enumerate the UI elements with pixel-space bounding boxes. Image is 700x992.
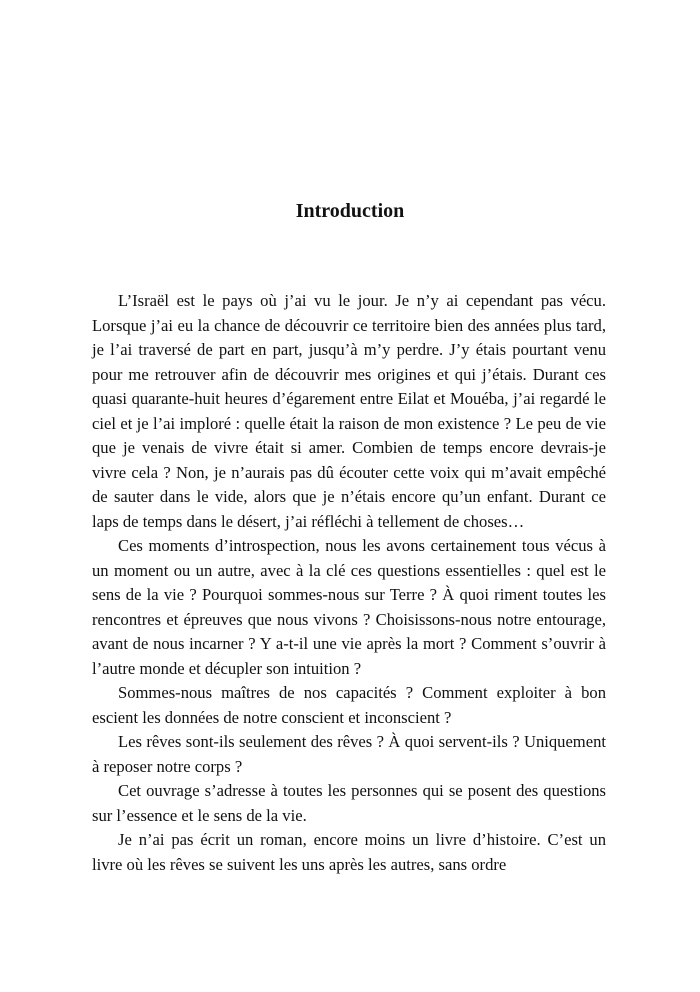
paragraph: L’Israël est le pays où j’ai vu le jour. Je n’y ai cependant pas vécu. Lorsque j’ai eu la chance de découvrir ce territoire bien des années plus tard, je l’ai traversé de part en part, jusqu’à m’y perdre. J’y étais pourtant venu pour me retrouver afin de découvrir mes origines et qui j’étais. Durant ces quasi quarante-huit heures d’égarement entre Eilat et Mouéba, j’ai regardé le ciel et je l’ai imploré : quelle était la raison de mon existence ? Le peu de vie que je venais de vivre était si amer. Combien de temps encore devrais-je vivre cela ? Non, je n’aurais pas dû écouter cette voix qui m’avait empêché de sauter dans le vide, alors que je n’étais encore qu’un enfant. Durant ce laps de temps dans le désert, j’ai réfléchi à tellement de choses… [92,291,606,531]
paragraph: Les rêves sont-ils seulement des rêves ? À quoi servent-ils ? Uniquement à reposer notre corps ? [92,732,606,776]
paragraph: Sommes-nous maîtres de nos capacités ? Comment exploiter à bon escient les données de notre conscient et inconscient ? [92,683,606,727]
paragraph: Cet ouvrage s’adresse à toutes les personnes qui se posent des questions sur l’essence et le sens de la vie. [92,781,606,825]
chapter-title: Introduction [295,200,405,222]
chapter-body [92,289,606,877]
paragraph: Je n’ai pas écrit un roman, encore moins un livre d’histoire. C’est un livre où les rêves se suivent les uns après les autres, sans ordre [92,830,606,874]
paragraph: Ces moments d’introspection, nous les avons certainement tous vécus à un moment ou un autre, avec à la clé ces questions essentielles : quel est le sens de la vie ? Pourquoi sommes-nous sur Terre ? À quoi riment toutes les rencontres et épreuves que nous vivons ? Choisissons-nous notre entourage, avant de nous incarner ? Y a-t-il une vie après la mort ? Comment s’ouvrir à l’autre monde et décupler son intuition ? [92,536,606,678]
